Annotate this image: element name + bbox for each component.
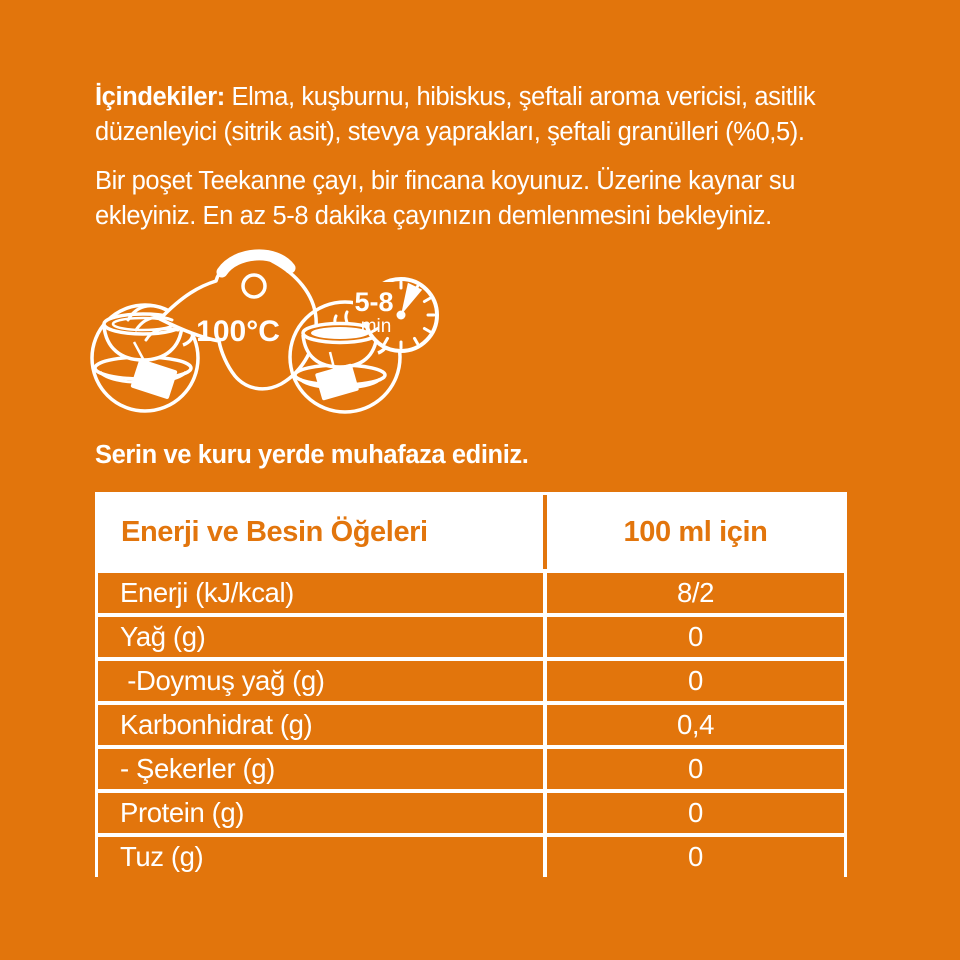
row-value: 0: [547, 661, 844, 701]
table-row: [98, 837, 844, 877]
nutrition-table-header: [98, 495, 844, 569]
header-column-divider: [543, 495, 547, 569]
table-row: [98, 749, 844, 789]
temperature-label: 100°C: [196, 315, 280, 348]
table-row: [98, 617, 844, 657]
ingredients-text: Elma, kuşburnu, hibiskus, şeftali aroma vericisi, asitlik düzenleyici (sitrik asit), stevya yaprakları, şeftali granülleri (%0,5).: [95, 83, 816, 146]
row-label: Enerji (kJ/kcal): [98, 573, 543, 613]
brew-time-value: 5-8: [354, 287, 394, 317]
header-nutrients-column: Enerji ve Besin Öğeleri: [121, 515, 428, 548]
table-row: [98, 793, 844, 833]
row-label: Karbonhidrat (g): [98, 705, 543, 745]
storage-paragraph: Serin ve kuru yerde muhafaza ediniz.: [95, 441, 529, 469]
preparation-paragraph: Bir poşet Teekanne çayı, bir fincana koyunuz. Üzerine kaynar su ekleyiniz. En az 5-8 dakika çayınızın demlenmesini bekleyiniz.: [95, 167, 796, 230]
row-label: Protein (g): [98, 793, 543, 833]
row-label: - Şekerler (g): [98, 749, 543, 789]
table-row: [98, 573, 844, 613]
row-value: 0: [547, 749, 844, 789]
row-label: Yağ (g): [98, 617, 543, 657]
row-value: 0: [547, 837, 844, 877]
row-label: -Doymuş yağ (g): [98, 661, 543, 701]
table-row: [98, 705, 844, 745]
brew-time-unit: min: [360, 316, 392, 337]
timer-clock-with-teacup-icon: [278, 252, 453, 427]
row-value: 0: [547, 793, 844, 833]
nutrition-table: [95, 492, 847, 877]
ingredients-label: İçindekiler:: [95, 83, 225, 111]
row-value: 8/2: [547, 573, 844, 613]
row-label: Tuz (g): [98, 837, 543, 877]
ingredients-paragraph: [95, 80, 883, 150]
row-value: 0,4: [547, 705, 844, 745]
row-value: 0: [547, 617, 844, 657]
table-row: [98, 661, 844, 701]
header-per-100ml-column: 100 ml için: [623, 515, 768, 548]
